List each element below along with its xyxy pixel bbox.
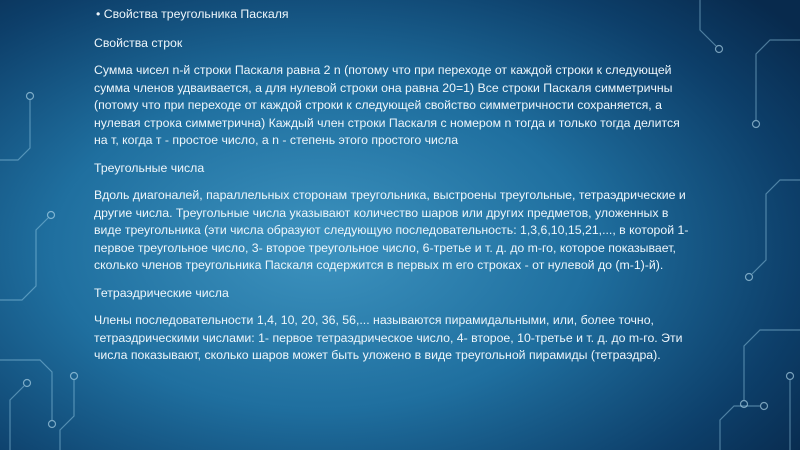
slide-content [94, 6, 690, 375]
bullet-text: Треугольные числа [94, 160, 205, 175]
bullet-item-row-properties [94, 35, 690, 53]
bullet-item-row-sum [94, 62, 690, 150]
bullet-text: Тетраэдрические числа [94, 285, 229, 300]
bullet-item-triangular-heading [94, 160, 690, 178]
bullet-text: Члены последовательности 1,4, 10, 20, 36, 56,... называются пирамидальными, или, более точно, тетраэдрическими числами: 1- первое тетраэдрическое число, 4- второе, 10-третье и т. д. до m-го. Эти числа показывают, сколько шаров может быть уложено в виде треугольной пирамиды (тетраэдра). [94, 313, 683, 362]
bullet-item-tetrahedral-heading [94, 285, 690, 303]
bullet-icon: • [96, 7, 104, 21]
bullet-item-tetrahedral-desc [94, 312, 690, 365]
bullet-text: Свойства строк [94, 35, 183, 50]
bullet-item-triangular-desc [94, 187, 690, 275]
slide-title: • Свойства треугольника Паскаля [96, 7, 289, 21]
bullet-text: Сумма чисел n-й строки Паскаля равна 2 n (потому что при переходе от каждой строки к следующей сумма членов удваивается, а для нулевой строки она равна 20=1) Все строки Паскаля симметричны (потому что при переходе от каждой строки к следующей свойство симметричности сохраняется, а нулевая строка симметрична) Каждый член строки Паскаля с номером n тогда и только тогда делится на т, когда т - простое число, а n - степень этого простого числа [94, 63, 680, 147]
bullet-text: Вдоль диагоналей, параллельных сторонам треугольника, выстроены треугольные, тетраэдрические и другие числа. Треугольные числа указывают количество шаров или других предметов, уложенных в виде треугольника (эти числа образуют следующую последовательность: 1,3,6,10,15,21,..., в которой 1- первое треугольное число, 3- второе треугольное число, 6-третье и т. д. до m-го, которое показывает, сколько членов треугольника Паскаля содержится в первых m его строках - от нулевой до (m-1)-й). [94, 188, 689, 272]
